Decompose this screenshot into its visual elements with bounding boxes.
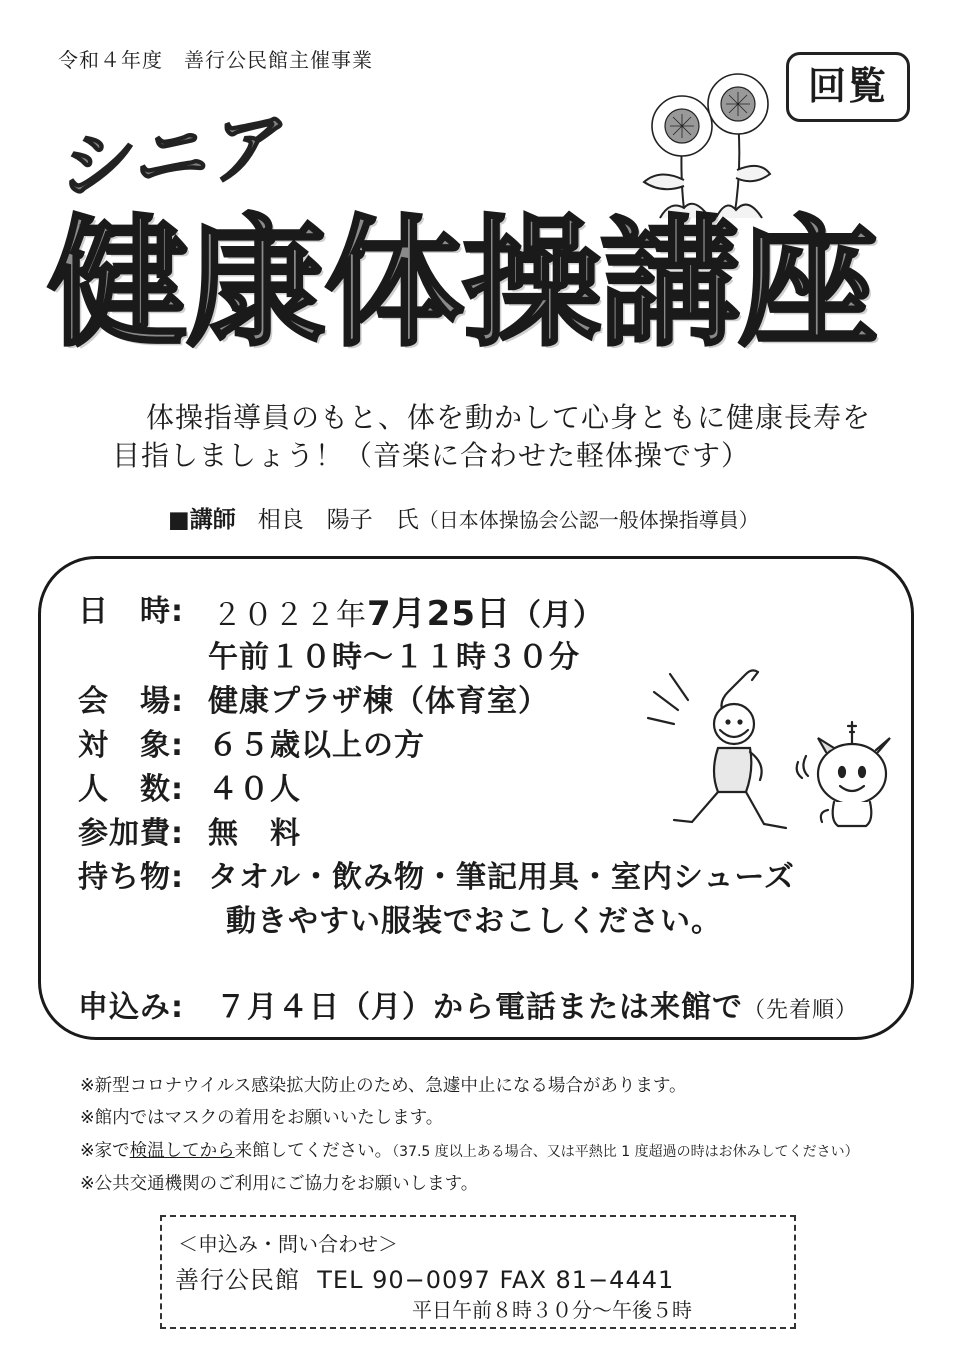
- intro-line-2: 目指しましょう！（音楽に合わせた軽体操です）: [112, 439, 751, 472]
- capacity-value: ４０人: [208, 772, 301, 807]
- apply-text: ７月４日（月）から電話または来館で: [216, 990, 743, 1025]
- date-bold: 7月25日: [367, 594, 511, 634]
- apply-note: （先着順）: [743, 998, 859, 1023]
- note-3-underlined: 検温してから: [129, 1141, 235, 1161]
- note-3-post: 来館してください。: [234, 1141, 393, 1161]
- date-prefix: ２０２２年: [212, 598, 367, 633]
- target-label: 対 象:: [78, 728, 184, 763]
- contact-org: 善行公民館: [175, 1266, 300, 1294]
- page-title: 健康体操講座: [48, 203, 877, 366]
- fee-label: 参加費:: [78, 816, 184, 851]
- instructor-name: 相良 陽子 氏: [257, 507, 419, 533]
- organizer-line: 令和４年度 善行公民館主催事業: [58, 48, 373, 72]
- contact-hours: 平日午前８時３０分～午後５時: [412, 1298, 692, 1322]
- note-3: [80, 1137, 859, 1162]
- apply-label: 申込み:: [78, 990, 184, 1025]
- note-4: ※公共交通機関のご利用にご協力をお願いします。: [80, 1174, 479, 1194]
- instructor-label: ■講師: [168, 507, 236, 533]
- contact-line: [175, 1260, 674, 1295]
- note-2: ※館内ではマスクの着用をお願いいたします。: [80, 1108, 444, 1128]
- clothing-note: 動きやすい服装でおこしください。: [226, 904, 722, 939]
- venue-value: 健康プラザ棟（体育室）: [208, 684, 549, 719]
- items-label: 持ち物:: [78, 860, 184, 895]
- apply-value: [216, 982, 858, 1026]
- instructor-line: [168, 501, 759, 534]
- instructor-note: （日本体操協会公認一般体操指導員）: [418, 508, 759, 532]
- date-value: [212, 586, 604, 635]
- date-suffix: （月）: [510, 598, 604, 633]
- sunflower-icon: [630, 70, 780, 220]
- capacity-label: 人 数:: [78, 772, 184, 807]
- note-3-pre: ※家で: [80, 1141, 130, 1161]
- fee-value: 無 料: [208, 816, 301, 851]
- exercise-illustration-icon: [626, 652, 906, 852]
- time-value: 午前１０時～１１時３０分: [208, 640, 580, 675]
- note-3-small: （37.5 度以上ある場合、又は平熱比 1 度超過の時はお休みしてください）: [392, 1144, 859, 1160]
- contact-heading: ＜申込み・問い合わせ＞: [178, 1232, 398, 1256]
- target-value: ６５歳以上の方: [208, 728, 425, 763]
- intro-line-1: 体操指導員のもと、体を動かして心身ともに健康長寿を: [146, 401, 872, 434]
- items-value: タオル・飲み物・筆記用具・室内シューズ: [208, 860, 795, 895]
- venue-label: 会 場:: [78, 684, 184, 719]
- subtitle-senior: シニア: [50, 102, 287, 213]
- date-label: 日 時:: [78, 594, 184, 629]
- contact-tel: TEL 90−0097 FAX 81−4441: [317, 1266, 675, 1294]
- kairan-badge: 回覧: [786, 52, 910, 122]
- note-1: ※新型コロナウイルス感染拡大防止のため、急遽中止になる場合があります。: [80, 1076, 687, 1096]
